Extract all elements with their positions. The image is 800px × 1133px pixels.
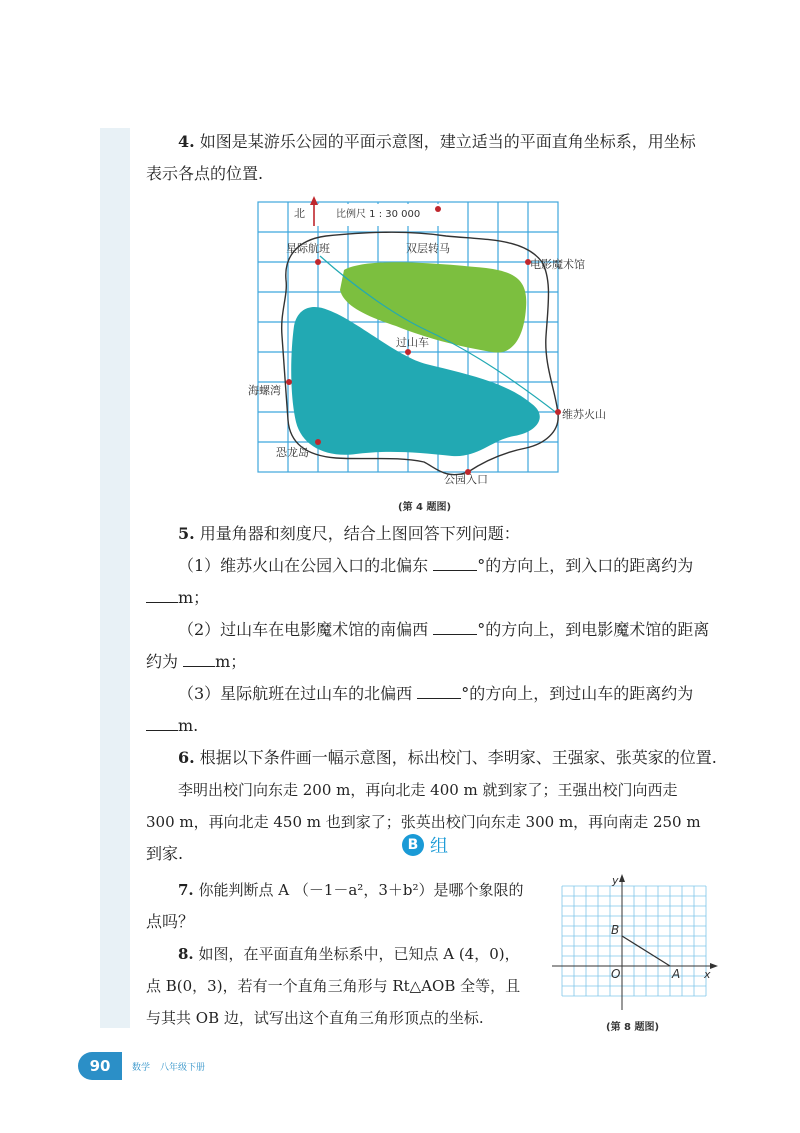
label-star: 星际航班 <box>286 242 330 255</box>
problem-8-line-2: 点 B(0，3)，若有一个直角三角形与 Rt△AOB 全等，且 <box>146 977 521 995</box>
fig8-origin: O <box>611 967 621 981</box>
group-b-heading <box>402 832 448 858</box>
fig8-x-arrow <box>710 963 718 969</box>
answer-blank[interactable] <box>146 586 178 603</box>
label-carousel: 双层转马 <box>406 242 450 255</box>
problem-5-q3-end: m. <box>146 710 736 742</box>
fig8-point-a: A <box>672 967 681 981</box>
answer-blank[interactable] <box>417 682 461 699</box>
point-volcano <box>555 409 561 415</box>
fig4-caption: (第 4 题图) <box>398 502 452 513</box>
fig8-point-b: B <box>611 923 620 937</box>
problem-6-line-1: 6. 根据以下条件画一幅示意图，标出校门、李明家、王强家、张英家的位置. <box>178 748 717 767</box>
label-volcano: 维苏火山 <box>562 408 606 421</box>
footer-subject: 数学 <box>132 1062 151 1073</box>
group-b-label: 组 <box>430 836 448 857</box>
problem-6-line-3: 300 m，再向北走 450 m 也到家了；张英出校门向东走 300 m，再向南走 250 m <box>146 813 701 831</box>
problem-8-line-3: 与其共 OB 边，试写出这个直角三角形顶点的坐标. <box>146 1009 484 1027</box>
fig8-caption: (第 8 题图) <box>606 1022 660 1033</box>
problem-7-line-1: 7. 你能判断点 A （－1－a²，3＋b²）是哪个象限的 <box>178 881 524 899</box>
fig8-y-label: y <box>612 874 619 887</box>
answer-blank[interactable] <box>433 618 477 635</box>
problem-6-line-2: 李明出校门向东走 200 m，再向北走 400 m 就到家了；王强出校门向西走 <box>178 781 678 799</box>
label-coaster: 过山车 <box>396 336 429 349</box>
margin-band <box>100 128 130 1028</box>
answer-blank[interactable] <box>433 554 477 571</box>
problem-6-line-4: 到家. <box>146 844 184 863</box>
problem-5-intro: 5. 用量角器和刻度尺，结合上图回答下列问题： <box>178 524 520 543</box>
north-label: 北 <box>294 207 305 220</box>
point-coaster <box>405 349 411 355</box>
problem-7-line-2: 点吗？ <box>146 912 195 931</box>
label-bay: 海螺湾 <box>248 384 281 397</box>
fig8-grid-lines <box>562 886 706 996</box>
fig8-y-arrow <box>619 874 625 882</box>
point-dino <box>315 439 321 445</box>
footer-book: 八年级下册 <box>160 1062 206 1073</box>
group-b-badge: B <box>402 834 424 856</box>
page-number: 90 <box>78 1052 122 1080</box>
problem-4-line-2: 表示各点的位置. <box>146 164 264 183</box>
problem-8-line-1: 8. 如图，在平面直角坐标系中，已知点 A (4，0)， <box>178 945 520 963</box>
problem-5-q2-end: 约为 m； <box>146 652 247 671</box>
answer-blank[interactable] <box>146 714 178 731</box>
label-cinema: 电影魔术馆 <box>530 258 585 271</box>
fig8-x-label: x <box>704 968 711 981</box>
point-carousel <box>435 206 441 212</box>
problem-5-q1-end: m； <box>146 582 736 614</box>
answer-blank[interactable] <box>183 650 215 667</box>
problem-5-q3: （3）星际航班在过山车的北偏西 °的方向上，到过山车的距离约为 <box>178 684 694 703</box>
scale-label: 比例尺 1 : 30 000 <box>336 209 421 220</box>
park-map-figure <box>248 196 606 478</box>
label-dino: 恐龙岛 <box>276 446 309 459</box>
point-bay <box>286 379 292 385</box>
point-star <box>315 259 321 265</box>
problem-5-q2: （2）过山车在电影魔术馆的南偏西 °的方向上，到电影魔术馆的距离 <box>178 620 710 639</box>
problem-5-q1: （1）维苏火山在公园入口的北偏东 °的方向上，到入口的距离约为 <box>178 556 694 575</box>
page-footer <box>78 1052 205 1080</box>
label-entrance: 公园入口 <box>444 473 488 486</box>
fig8-coordinate-grid <box>552 874 718 1014</box>
problem-4-line-1: 4. 如图是某游乐公园的平面示意图，建立适当的平面直角坐标系，用坐标 <box>178 132 696 151</box>
